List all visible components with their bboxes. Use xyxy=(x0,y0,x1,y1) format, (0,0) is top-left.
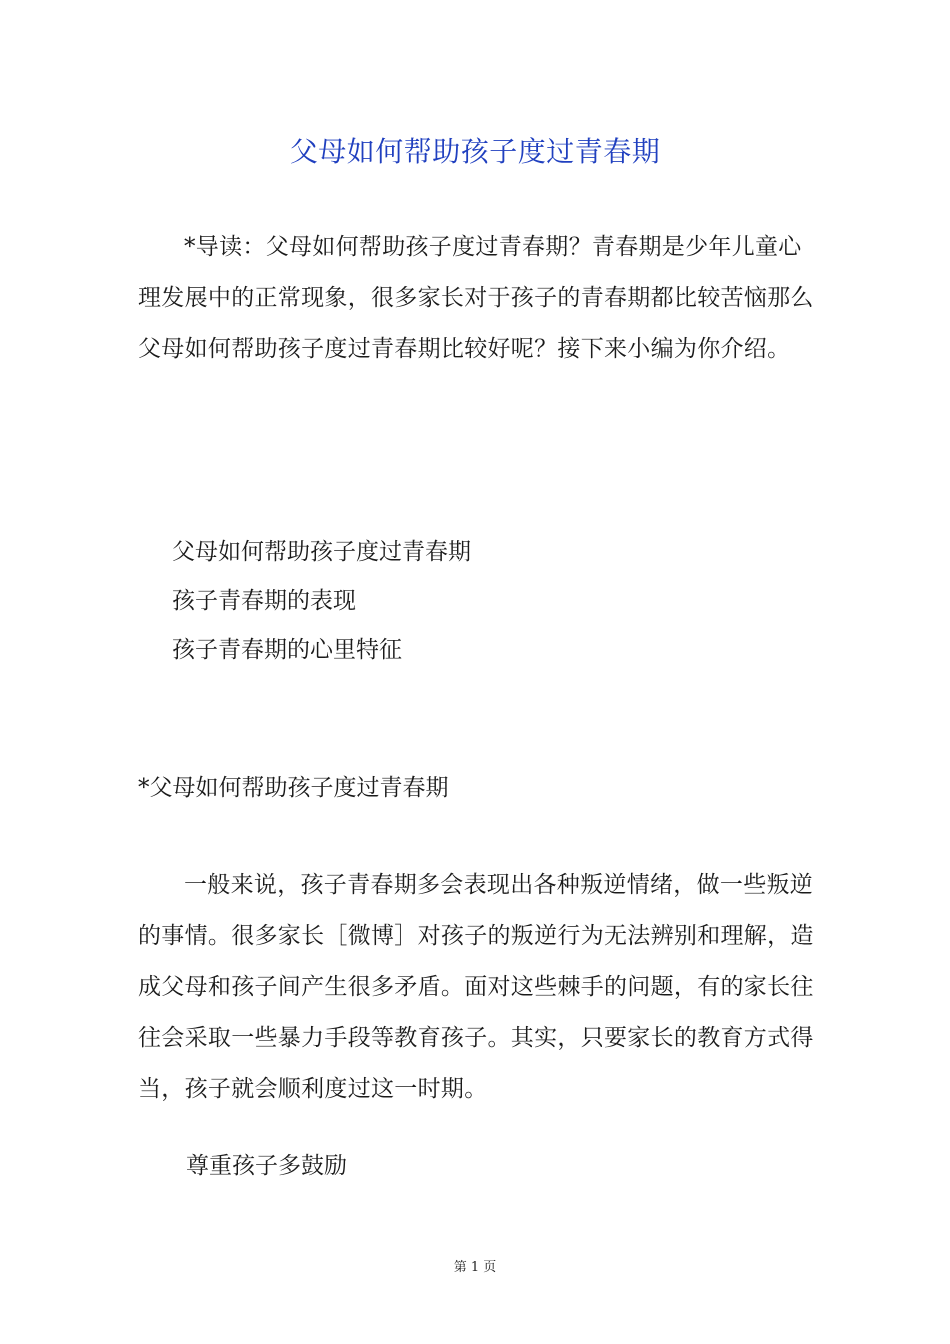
table-of-contents xyxy=(172,528,471,675)
toc-item: 孩子青春期的表现 xyxy=(172,588,356,614)
section-heading: *父母如何帮助孩子度过青春期 xyxy=(138,775,449,801)
sub-heading: 尊重孩子多鼓励 xyxy=(186,1153,347,1179)
page-number: 第 1 页 xyxy=(453,1260,497,1275)
toc-item: 父母如何帮助孩子度过青春期 xyxy=(172,539,471,565)
toc-item: 孩子青春期的心里特征 xyxy=(172,637,402,663)
intro-paragraph: *导读：父母如何帮助孩子度过青春期？青春期是少年儿童心理发展中的正常现象，很多家长对于孩子的青春期都比较苦恼那么父母如何帮助孩子度过青春期比较好呢？接下来小编为你介绍。 xyxy=(138,234,814,362)
body-paragraph: 一般来说，孩子青春期多会表现出各种叛逆情绪，做一些叛逆的事情。很多家长［微博］对孩子的叛逆行为无法辨别和理解，造成父母和孩子间产生很多矛盾。面对这些棘手的问题，有的家长往往会采取一些暴力手段等教育孩子。其实，只要家长的教育方式得当，孩子就会顺利度过这一时期。 xyxy=(138,872,814,1102)
page-title: 父母如何帮助孩子度过青春期 xyxy=(289,135,661,168)
